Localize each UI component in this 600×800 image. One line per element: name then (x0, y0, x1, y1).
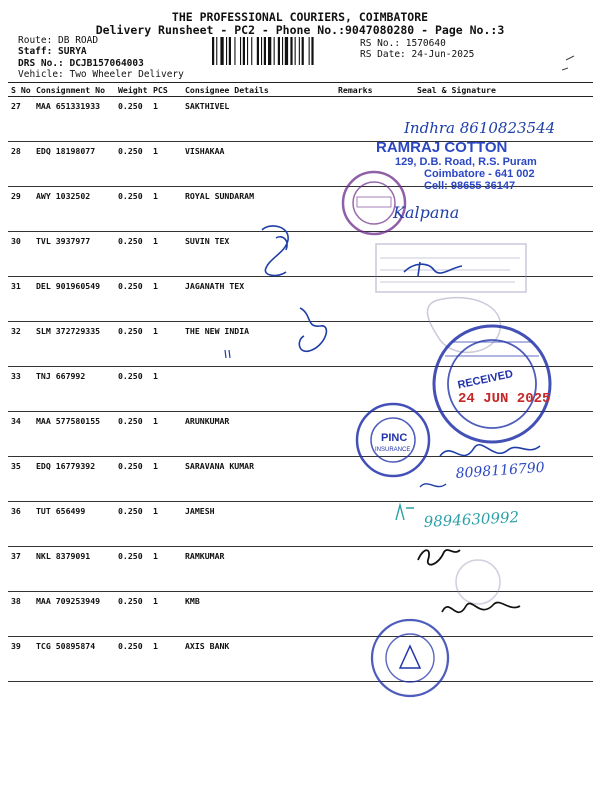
pcs-cell: 1 (150, 367, 182, 412)
sno-cell: 31 (8, 277, 33, 322)
barcode-bar (278, 37, 280, 65)
weight-cell: 0.250 (115, 592, 150, 637)
sno-cell: 39 (8, 637, 33, 682)
pen-mark-top-right (562, 56, 574, 70)
rs-number: RS No.: 1570640 (360, 38, 446, 49)
consignment-no-cell: EDQ 16779392 (33, 457, 115, 502)
table-row (8, 367, 593, 412)
consignment-no-cell: MAA 709253949 (33, 592, 115, 637)
barcode-bar (216, 37, 217, 65)
consignment-no-cell: NKL 8379091 (33, 547, 115, 592)
sno-cell: 28 (8, 142, 33, 187)
consignee-cell: SAKTHIVEL (182, 97, 335, 142)
consignee-cell (182, 367, 335, 412)
col-weight: Weight (115, 83, 150, 97)
barcode-bar (268, 37, 271, 65)
signature-cell (393, 187, 593, 232)
signature-cell (393, 502, 593, 547)
weight-cell: 0.250 (115, 187, 150, 232)
consignment-no-cell: TCG 50895874 (33, 637, 115, 682)
col-sno: S No (8, 83, 33, 97)
drs-number: DRS No.: DCJB157064003 (18, 58, 144, 69)
table-row (8, 502, 593, 547)
barcode-bar (302, 37, 304, 65)
pinc-stamp-sub: INSURANCE (375, 447, 411, 453)
ramraj-stamp-name: RAMRAJ COTTON (376, 139, 508, 156)
table-row (8, 142, 593, 187)
consignee-cell: JAMESH (182, 502, 335, 547)
consignee-cell: ARUNKUMAR (182, 412, 335, 457)
col-consignee-details: Consignee Details (182, 83, 335, 97)
company-name: THE PROFESSIONAL COURIERS, COIMBATORE (171, 10, 429, 24)
barcode-bar (247, 37, 248, 65)
signature-cell (393, 97, 593, 142)
consignee-cell: THE NEW INDIA (182, 322, 335, 367)
remarks-cell (335, 547, 393, 592)
consignment-no-cell: TUT 656499 (33, 502, 115, 547)
weight-cell: 0.250 (115, 547, 150, 592)
consignee-cell: SARAVANA KUMAR (182, 457, 335, 502)
sno-cell: 27 (8, 97, 33, 142)
barcode-bar (220, 37, 223, 65)
signature-cell (393, 547, 593, 592)
signature-cell (393, 592, 593, 637)
barcode-bar (274, 37, 275, 65)
pcs-cell: 1 (150, 277, 182, 322)
col-pcs: PCS (150, 83, 182, 97)
remarks-cell (335, 457, 393, 502)
consignment-no-cell: AWY 1032502 (33, 187, 115, 232)
barcode-bar (251, 37, 252, 65)
pcs-cell: 1 (150, 232, 182, 277)
sno-cell: 30 (8, 232, 33, 277)
remarks-cell (335, 367, 393, 412)
pcs-cell: 1 (150, 502, 182, 547)
consignee-cell: JAGANATH TEX (182, 277, 335, 322)
weight-cell: 0.250 (115, 412, 150, 457)
sno-cell: 37 (8, 547, 33, 592)
table-row (8, 187, 593, 232)
remarks-cell (335, 322, 393, 367)
table-row (8, 547, 593, 592)
barcode-bar (290, 37, 292, 65)
barcode-bar (226, 37, 227, 65)
remarks-cell (335, 592, 393, 637)
barcode-bar (264, 37, 266, 65)
remarks-cell (335, 97, 393, 142)
barcode-bar (229, 37, 231, 65)
table-row (8, 277, 593, 322)
pcs-cell: 1 (150, 97, 182, 142)
barcode-bar (234, 37, 235, 65)
route-label: Route: DB ROAD (18, 35, 99, 46)
table-header-row (8, 83, 593, 97)
table-row (8, 412, 593, 457)
col-consignment-no: Consignment No (33, 83, 115, 97)
signature-cell (393, 322, 593, 367)
consignee-cell: ROYAL SUNDARAM (182, 187, 335, 232)
remarks-cell (335, 277, 393, 322)
barcode-bar (261, 37, 262, 65)
sno-cell: 29 (8, 187, 33, 232)
pcs-cell: 1 (150, 637, 182, 682)
consignment-no-cell: TNJ 667992 (33, 367, 115, 412)
consignment-no-cell: EDQ 18198077 (33, 142, 115, 187)
runsheet-table (8, 82, 593, 682)
handwriting-row36: 8098116790 (455, 459, 546, 482)
weight-cell: 0.250 (115, 232, 150, 277)
signature-cell (393, 142, 593, 187)
pcs-cell: 1 (150, 592, 182, 637)
table-row (8, 457, 593, 502)
consignee-cell: RAMKUMAR (182, 547, 335, 592)
barcode-bar (257, 37, 259, 65)
remarks-cell (335, 187, 393, 232)
sno-cell: 38 (8, 592, 33, 637)
consignment-no-cell: MAA 651331933 (33, 97, 115, 142)
signature-cell (393, 277, 593, 322)
weight-cell: 0.250 (115, 142, 150, 187)
staff-label: Staff: SURYA (18, 46, 87, 57)
weight-cell: 0.250 (115, 502, 150, 547)
sno-cell: 35 (8, 457, 33, 502)
pcs-cell: 1 (150, 547, 182, 592)
signature-row29: Kalpana (393, 203, 460, 222)
barcode-bar (311, 37, 313, 65)
remarks-cell (335, 232, 393, 277)
barcode-bar (295, 37, 296, 65)
received-stamp-label: RECEIVED (456, 368, 515, 392)
remarks-cell (335, 502, 393, 547)
weight-cell: 0.250 (115, 97, 150, 142)
ramraj-stamp-cell: Cell: 98655 36147 (424, 180, 516, 192)
consignee-cell: VISHAKAA (182, 142, 335, 187)
barcode-bar (243, 37, 245, 65)
table-row (8, 637, 593, 682)
table-row (8, 232, 593, 277)
signature-cell (393, 457, 593, 502)
weight-cell: 0.250 (115, 367, 150, 412)
signature-cell (393, 232, 593, 277)
pcs-cell: 1 (150, 412, 182, 457)
signature-cell (393, 637, 593, 682)
barcode-bar (282, 37, 283, 65)
weight-cell: 0.250 (115, 277, 150, 322)
table-row (8, 592, 593, 637)
consignee-cell: KMB (182, 592, 335, 637)
pcs-cell: 1 (150, 457, 182, 502)
received-stamp-date: 24 JUN 2025 (458, 391, 551, 407)
pcs-cell: 1 (150, 142, 182, 187)
consignee-cell: SUVIN TEX (182, 232, 335, 277)
weight-cell: 0.250 (115, 322, 150, 367)
vehicle-label: Vehicle: Two Wheeler Delivery (18, 69, 184, 80)
barcode-bar (240, 37, 241, 65)
barcode-bar (309, 37, 310, 65)
consignment-no-cell: SLM 372729335 (33, 322, 115, 367)
runsheet-title: Delivery Runsheet - PC2 - Phone No.:9047080280 - Page No.:3 (95, 23, 505, 37)
sno-cell: 34 (8, 412, 33, 457)
handwriting-row27: Indhra 8610823544 (404, 119, 556, 137)
sno-cell: 32 (8, 322, 33, 367)
barcode-bar (299, 37, 300, 65)
remarks-cell (335, 637, 393, 682)
pcs-cell: 1 (150, 322, 182, 367)
pinc-stamp-label: PINC (381, 432, 408, 444)
rs-date: RS Date: 24-Jun-2025 (360, 49, 475, 60)
table-row (8, 97, 593, 142)
consignment-no-cell: TVL 3937977 (33, 232, 115, 277)
barcode-bar (285, 37, 288, 65)
ramraj-stamp-address: 129, D.B. Road, R.S. Puram (395, 156, 537, 168)
pcs-cell: 1 (150, 187, 182, 232)
consignment-no-cell: MAA 577580155 (33, 412, 115, 457)
weight-cell: 0.250 (115, 637, 150, 682)
remarks-cell (335, 142, 393, 187)
sno-cell: 36 (8, 502, 33, 547)
ramraj-stamp-city: Coimbatore - 641 002 (424, 168, 535, 180)
handwriting-row37: 9894630992 (423, 508, 520, 531)
consignee-cell: AXIS BANK (182, 637, 335, 682)
barcode-bar (212, 37, 214, 65)
col-seal-signature: Seal & Signature (393, 83, 593, 97)
signature-cell (393, 412, 593, 457)
sno-cell: 33 (8, 367, 33, 412)
barcode (212, 37, 348, 65)
col-remarks: Remarks (335, 83, 393, 97)
weight-cell: 0.250 (115, 457, 150, 502)
consignment-no-cell: DEL 901960549 (33, 277, 115, 322)
table-row (8, 322, 593, 367)
signature-cell (393, 367, 593, 412)
remarks-cell (335, 412, 393, 457)
